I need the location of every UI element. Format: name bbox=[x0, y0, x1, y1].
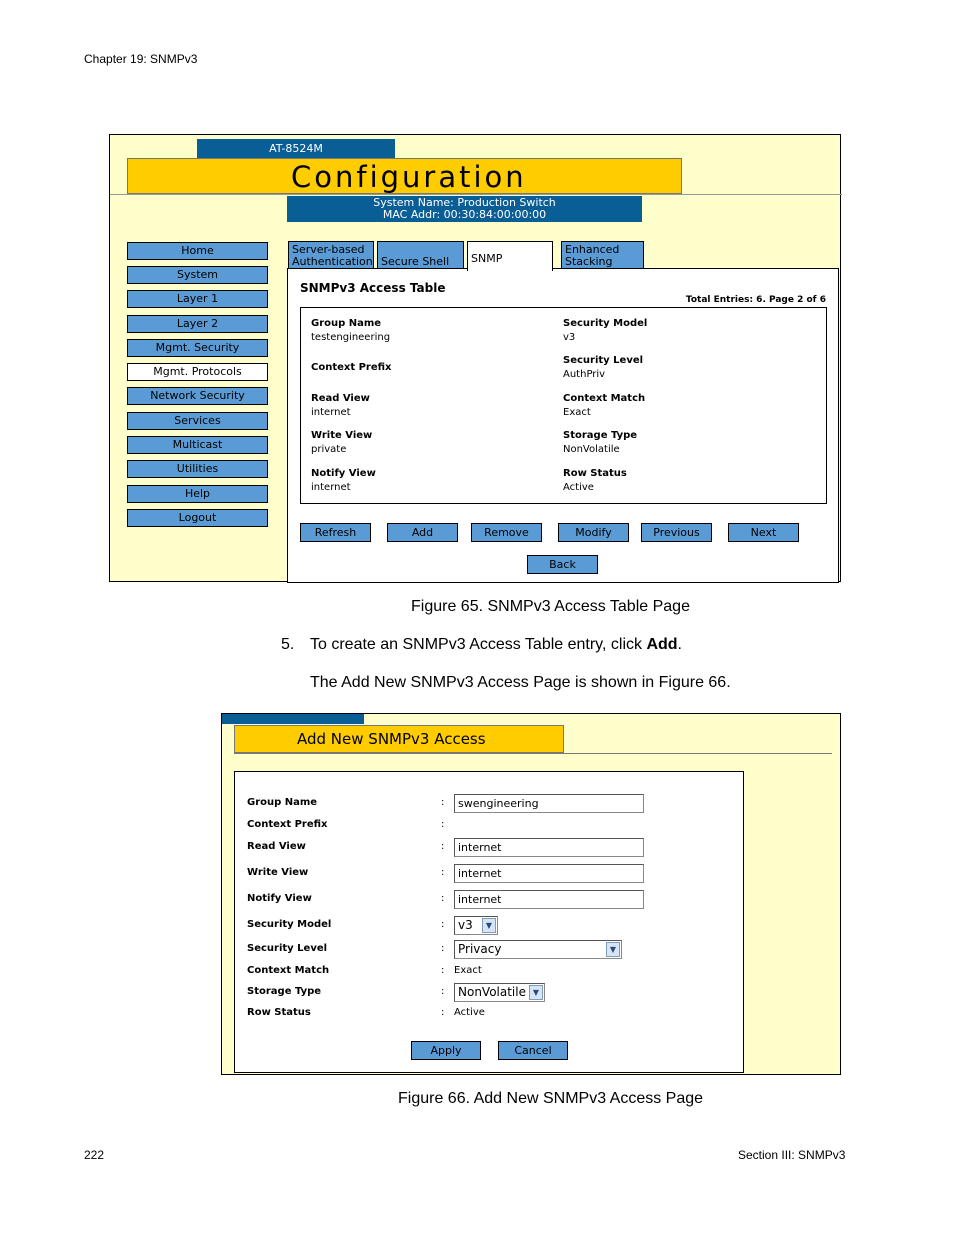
nav-mgmt-protocols-button[interactable]: Mgmt. Protocols bbox=[127, 363, 268, 381]
modify-button[interactable]: Modify bbox=[558, 523, 629, 542]
row-status-label: Row Status bbox=[563, 468, 627, 479]
write-view-label: Write View bbox=[247, 867, 309, 878]
write-view-value: private bbox=[311, 444, 347, 455]
security-level-selected: Privacy bbox=[458, 942, 502, 956]
colon: : bbox=[441, 986, 445, 997]
content-panel bbox=[287, 268, 839, 583]
storage-type-selected: NonVolatile bbox=[458, 985, 526, 999]
chevron-down-icon[interactable]: ▼ bbox=[529, 985, 543, 1000]
cancel-button[interactable]: Cancel bbox=[498, 1041, 568, 1060]
security-model-selected: v3 bbox=[458, 918, 473, 932]
notify-view-input[interactable]: internet bbox=[454, 890, 644, 909]
write-view-label: Write View bbox=[311, 430, 373, 441]
nav-logout-button[interactable]: Logout bbox=[127, 509, 268, 527]
nav-multicast-button[interactable]: Multicast bbox=[127, 436, 268, 454]
group-name-input[interactable]: swengineering bbox=[454, 794, 644, 813]
context-match-label: Context Match bbox=[247, 965, 330, 976]
total-entries: Total Entries: 6. Page 2 of 6 bbox=[685, 295, 826, 305]
nav-help-button[interactable]: Help bbox=[127, 485, 268, 503]
security-model-select[interactable] bbox=[454, 916, 498, 935]
storage-type-label: Storage Type bbox=[247, 986, 322, 997]
notify-view-label: Notify View bbox=[247, 893, 312, 904]
context-prefix-label: Context Prefix bbox=[311, 362, 392, 373]
remove-button[interactable]: Remove bbox=[471, 523, 542, 542]
nav-utilities-button[interactable]: Utilities bbox=[127, 460, 268, 478]
colon: : bbox=[441, 797, 445, 808]
nav-network-security-button[interactable]: Network Security bbox=[127, 387, 268, 405]
mac-address: MAC Addr: 00:30:84:00:00:00 bbox=[382, 208, 547, 221]
colon: : bbox=[441, 867, 445, 878]
row-status-value: Active bbox=[454, 1007, 485, 1018]
tab-label-line1: Server-based bbox=[292, 243, 365, 256]
nav-layer2-button[interactable]: Layer 2 bbox=[127, 315, 268, 333]
nav-services-button[interactable]: Services bbox=[127, 412, 268, 430]
divider bbox=[234, 753, 832, 754]
group-name-label: Group Name bbox=[247, 797, 318, 808]
refresh-button[interactable]: Refresh bbox=[300, 523, 371, 542]
security-model-value: v3 bbox=[563, 332, 576, 343]
previous-button[interactable]: Previous bbox=[641, 523, 712, 542]
notify-view-label: Notify View bbox=[311, 468, 376, 479]
nav-home-button[interactable]: Home bbox=[127, 242, 268, 260]
tab-label-line2: Authentication bbox=[292, 255, 373, 268]
back-button[interactable]: Back bbox=[527, 555, 598, 574]
divider bbox=[110, 194, 842, 195]
row-status-value: Active bbox=[563, 482, 594, 493]
page-number: 222 bbox=[84, 1148, 105, 1162]
colon: : bbox=[441, 1007, 445, 1018]
storage-type-value: NonVolatile bbox=[563, 444, 620, 455]
security-level-select[interactable] bbox=[454, 940, 622, 959]
footer-section: Section III: SNMPv3 bbox=[738, 1148, 846, 1162]
tab-snmp[interactable] bbox=[467, 241, 553, 271]
context-match-value: Exact bbox=[563, 407, 591, 418]
context-match-label: Context Match bbox=[563, 393, 646, 404]
colon: : bbox=[441, 841, 445, 852]
tab-label-line2: Secure Shell bbox=[381, 255, 450, 268]
add-access-banner: Add New SNMPv3 Access bbox=[234, 725, 564, 753]
configuration-banner: Configuration bbox=[127, 158, 682, 194]
step-bold-add: Add bbox=[646, 636, 678, 653]
security-model-label: Security Model bbox=[563, 318, 648, 329]
security-level-value: AuthPriv bbox=[563, 369, 606, 380]
security-level-label: Security Level bbox=[563, 355, 644, 366]
read-view-input[interactable]: internet bbox=[454, 838, 644, 857]
storage-type-label: Storage Type bbox=[563, 430, 638, 441]
tab-secure-shell[interactable] bbox=[377, 241, 464, 269]
colon: : bbox=[441, 819, 445, 830]
read-view-value: internet bbox=[311, 407, 351, 418]
group-name-value: testengineering bbox=[311, 332, 391, 343]
step-number: 5. bbox=[281, 636, 295, 653]
figure-66-caption: Figure 66. Add New SNMPv3 Access Page bbox=[398, 1090, 704, 1107]
figure-66-screenshot bbox=[221, 713, 841, 1075]
group-name-label: Group Name bbox=[311, 318, 382, 329]
figure-65-screenshot bbox=[109, 134, 841, 582]
model-label: AT-8524M bbox=[197, 139, 395, 158]
tab-label-line2: Stacking bbox=[565, 255, 613, 268]
storage-type-select[interactable] bbox=[454, 983, 545, 1002]
tab-server-based-authentication[interactable] bbox=[288, 241, 374, 269]
add-button[interactable]: Add bbox=[387, 523, 458, 542]
system-name: System Name: Production Switch bbox=[373, 196, 556, 209]
tab-label: SNMP bbox=[471, 252, 503, 265]
notify-view-value: internet bbox=[311, 482, 351, 493]
header-tab bbox=[222, 714, 364, 724]
row-status-label: Row Status bbox=[247, 1007, 311, 1018]
nav-system-button[interactable]: System bbox=[127, 266, 268, 284]
colon: : bbox=[441, 943, 445, 954]
system-info-box bbox=[287, 196, 642, 222]
read-view-label: Read View bbox=[247, 841, 306, 852]
write-view-input[interactable]: internet bbox=[454, 864, 644, 883]
figure-65-caption: Figure 65. SNMPv3 Access Table Page bbox=[411, 598, 690, 615]
access-entry-details bbox=[300, 307, 827, 504]
security-level-label: Security Level bbox=[247, 943, 328, 954]
nav-mgmt-security-button[interactable]: Mgmt. Security bbox=[127, 339, 268, 357]
colon: : bbox=[441, 919, 445, 930]
step-followup: The Add New SNMPv3 Access Page is shown in Figure 66. bbox=[310, 674, 731, 691]
context-match-value: Exact bbox=[454, 965, 482, 976]
step-text-end: . bbox=[677, 636, 682, 653]
step-instruction bbox=[310, 636, 682, 654]
chevron-down-icon[interactable]: ▼ bbox=[606, 942, 620, 957]
colon: : bbox=[441, 965, 445, 976]
nav-layer1-button[interactable]: Layer 1 bbox=[127, 290, 268, 308]
security-model-label: Security Model bbox=[247, 919, 332, 930]
next-button[interactable]: Next bbox=[728, 523, 799, 542]
tab-label-line1: Enhanced bbox=[565, 243, 620, 256]
tab-enhanced-stacking[interactable] bbox=[561, 241, 644, 269]
panel-title: SNMPv3 Access Table bbox=[300, 281, 446, 295]
colon: : bbox=[441, 893, 445, 904]
form-panel bbox=[234, 771, 744, 1073]
apply-button[interactable]: Apply bbox=[411, 1041, 481, 1060]
read-view-label: Read View bbox=[311, 393, 370, 404]
context-prefix-label: Context Prefix bbox=[247, 819, 328, 830]
step-text: To create an SNMPv3 Access Table entry, click bbox=[310, 636, 647, 653]
page-header: Chapter 19: SNMPv3 bbox=[84, 52, 198, 66]
chevron-down-icon[interactable]: ▼ bbox=[482, 918, 496, 933]
